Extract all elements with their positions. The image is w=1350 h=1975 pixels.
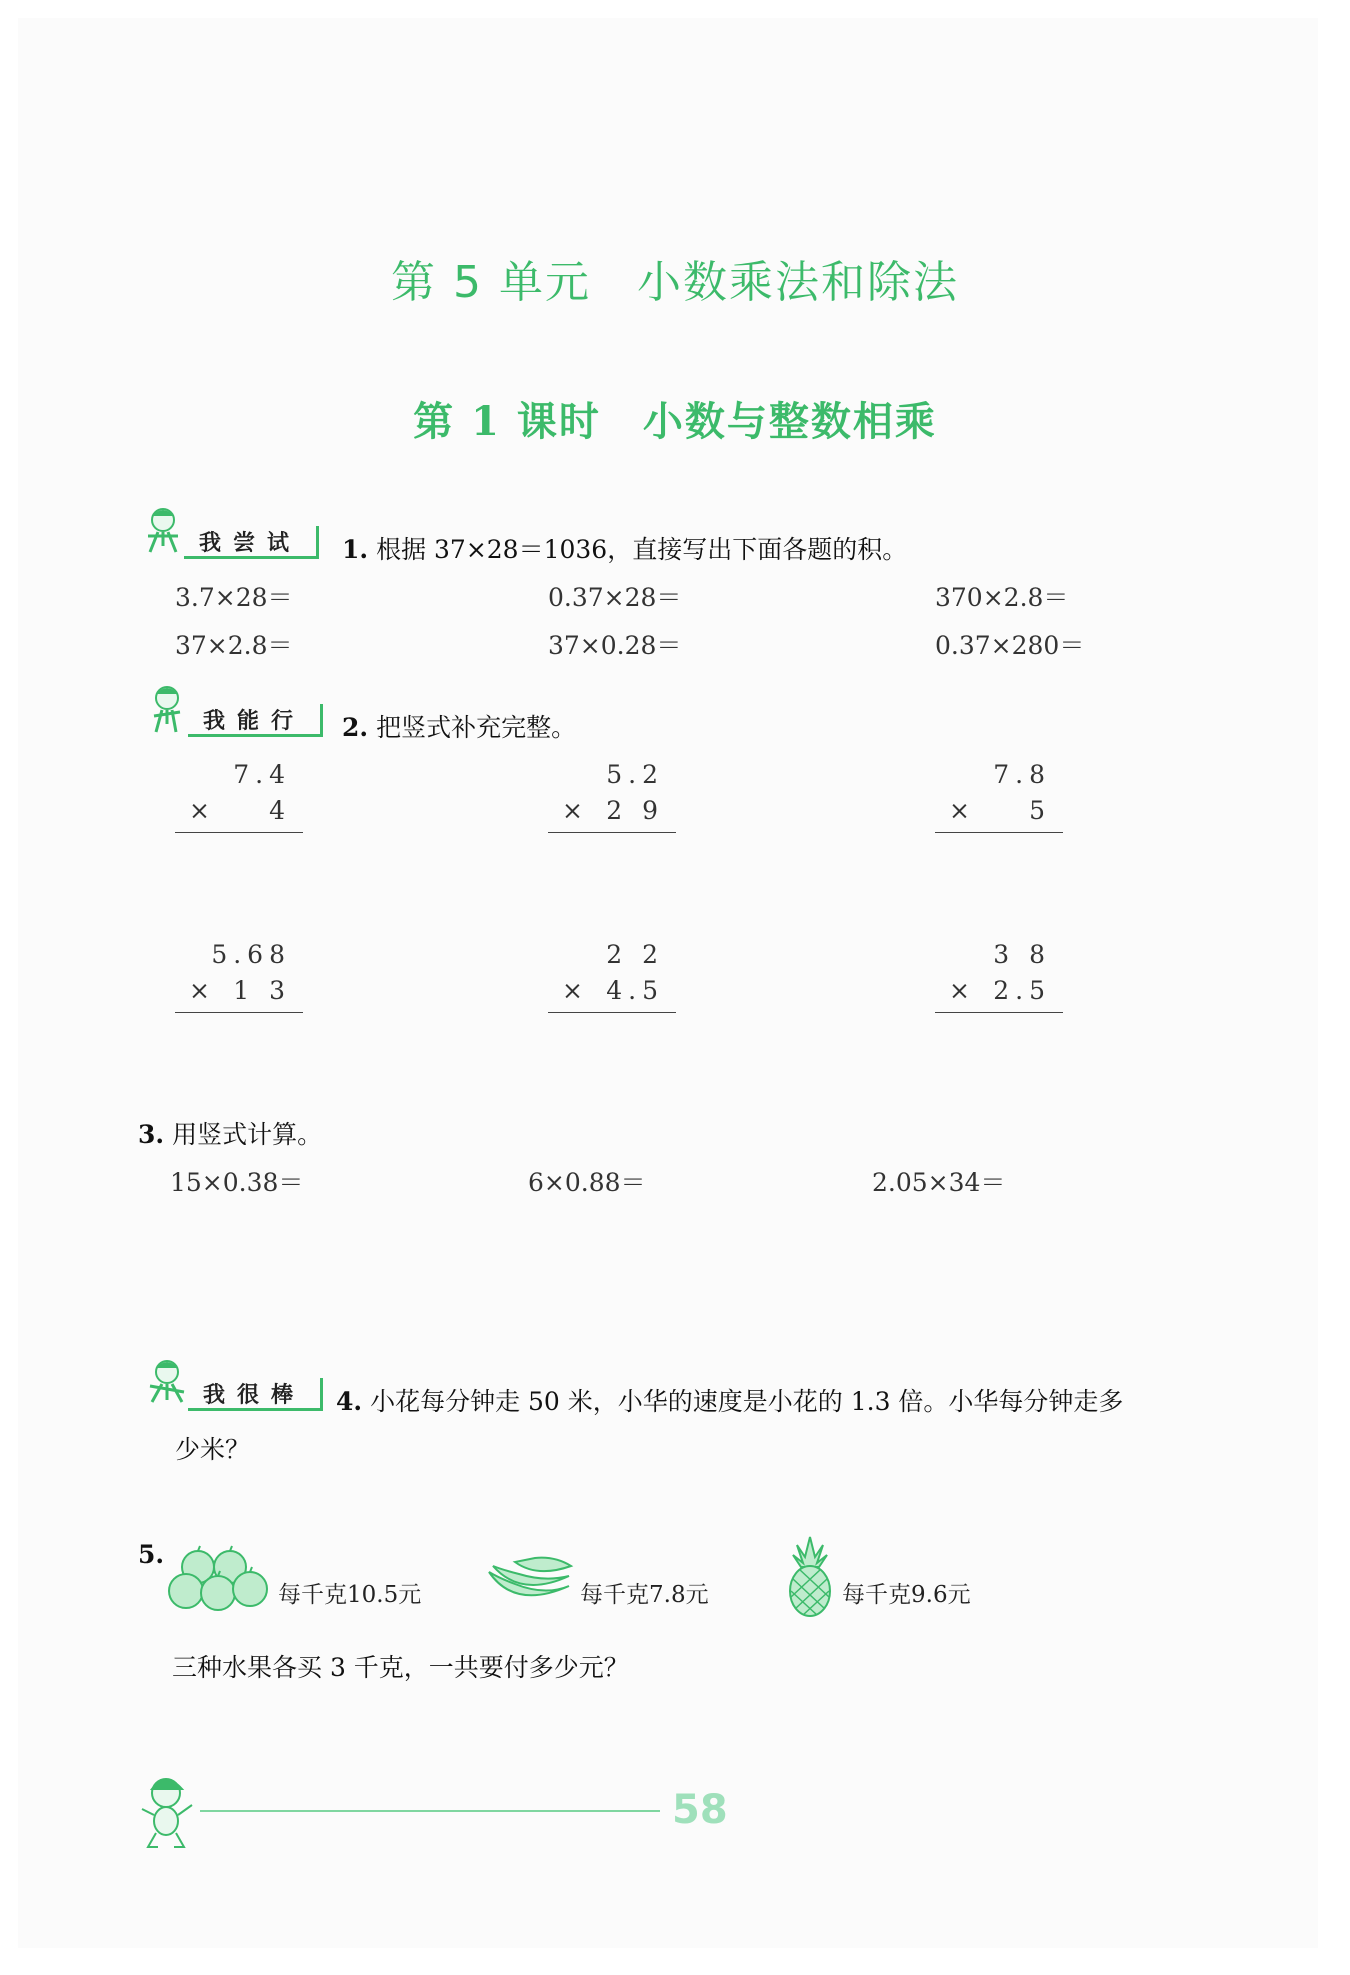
q3-item: 2.05×34＝ [872, 1168, 1006, 1197]
vertical-multiplication [175, 760, 303, 833]
q1-item: 0.37×280＝ [935, 631, 1085, 660]
times-sign: × [949, 796, 970, 825]
times-sign: × [562, 796, 583, 825]
q1-item: 370×2.8＝ [935, 583, 1069, 612]
q1-heading [342, 530, 907, 566]
q1-item: 0.37×28＝ [548, 583, 682, 612]
q3-number: 3. [138, 1120, 165, 1149]
apple-icon [168, 1545, 274, 1615]
vertical-bottom: 2 9 [606, 796, 664, 825]
q1-text: 根据 37×28＝1036，直接写出下面各题的积。 [376, 535, 908, 564]
q2-text: 把竖式补充完整。 [376, 713, 577, 742]
q4-line1 [336, 1382, 1123, 1418]
q4-number: 4. [336, 1387, 363, 1416]
q3-heading [138, 1115, 322, 1151]
pineapple-price: 每千克9.6元 [842, 1582, 971, 1608]
unit-title: 第 5 单元 小数乘法和除法 [391, 257, 959, 308]
q3-text: 用竖式计算。 [172, 1120, 323, 1149]
vertical-multiplication [548, 940, 676, 1013]
lesson-title: 第 1 课时 小数与整数相乘 [413, 398, 937, 445]
q1-item: 3.7×28＝ [175, 583, 293, 612]
vertical-bottom: 1 3 [233, 976, 291, 1005]
page-number: 58 [672, 1787, 728, 1833]
apple-price: 每千克10.5元 [278, 1582, 422, 1608]
vertical-top: 2 2 [606, 940, 664, 969]
mascot-icon [142, 684, 192, 740]
vertical-multiplication [548, 760, 676, 833]
vertical-multiplication [175, 940, 303, 1013]
q2-number: 2. [342, 713, 369, 742]
vertical-top: 5.2 [606, 760, 664, 789]
q4-text-line2: 少米？ [175, 1435, 251, 1464]
vertical-multiplication [935, 940, 1063, 1013]
mascot-icon [138, 506, 188, 562]
q2-heading [342, 708, 576, 744]
pineapple-icon [785, 1535, 835, 1617]
badge-can-label: 我能行 [188, 704, 323, 737]
q5-number: 5. [138, 1540, 165, 1569]
mascot-icon [142, 1358, 192, 1414]
q1-number: 1. [342, 535, 369, 564]
vertical-top: 7.8 [993, 760, 1051, 789]
times-sign: × [562, 976, 583, 1005]
q3-item: 6×0.88＝ [528, 1168, 646, 1197]
badge-great-label: 我很棒 [188, 1378, 323, 1411]
q1-item: 37×0.28＝ [548, 631, 682, 660]
vertical-top: 5.68 [211, 940, 291, 969]
vertical-multiplication [935, 760, 1063, 833]
vertical-top: 3 8 [993, 940, 1051, 969]
vertical-bottom: 2.5 [993, 976, 1051, 1005]
q4-text-line1: 小花每分钟走 50 米，小华的速度是小花的 1.3 倍。小华每分钟走多 [370, 1387, 1124, 1416]
q3-item: 15×0.38＝ [170, 1168, 304, 1197]
q5-question: 三种水果各买 3 千克，一共要付多少元？ [172, 1653, 629, 1682]
banana-icon [485, 1552, 575, 1612]
badge-try-label: 我尝试 [184, 526, 319, 559]
q1-item: 37×2.8＝ [175, 631, 293, 660]
times-sign: × [189, 796, 210, 825]
vertical-top: 7.4 [233, 760, 291, 789]
banana-price: 每千克7.8元 [580, 1582, 709, 1608]
vertical-bottom: 5 [1029, 796, 1051, 825]
vertical-bottom: 4.5 [606, 976, 664, 1005]
vertical-bottom: 4 [269, 796, 291, 825]
times-sign: × [949, 976, 970, 1005]
times-sign: × [189, 976, 210, 1005]
footer-rule [200, 1810, 660, 1812]
footer-mascot-icon [138, 1775, 198, 1850]
